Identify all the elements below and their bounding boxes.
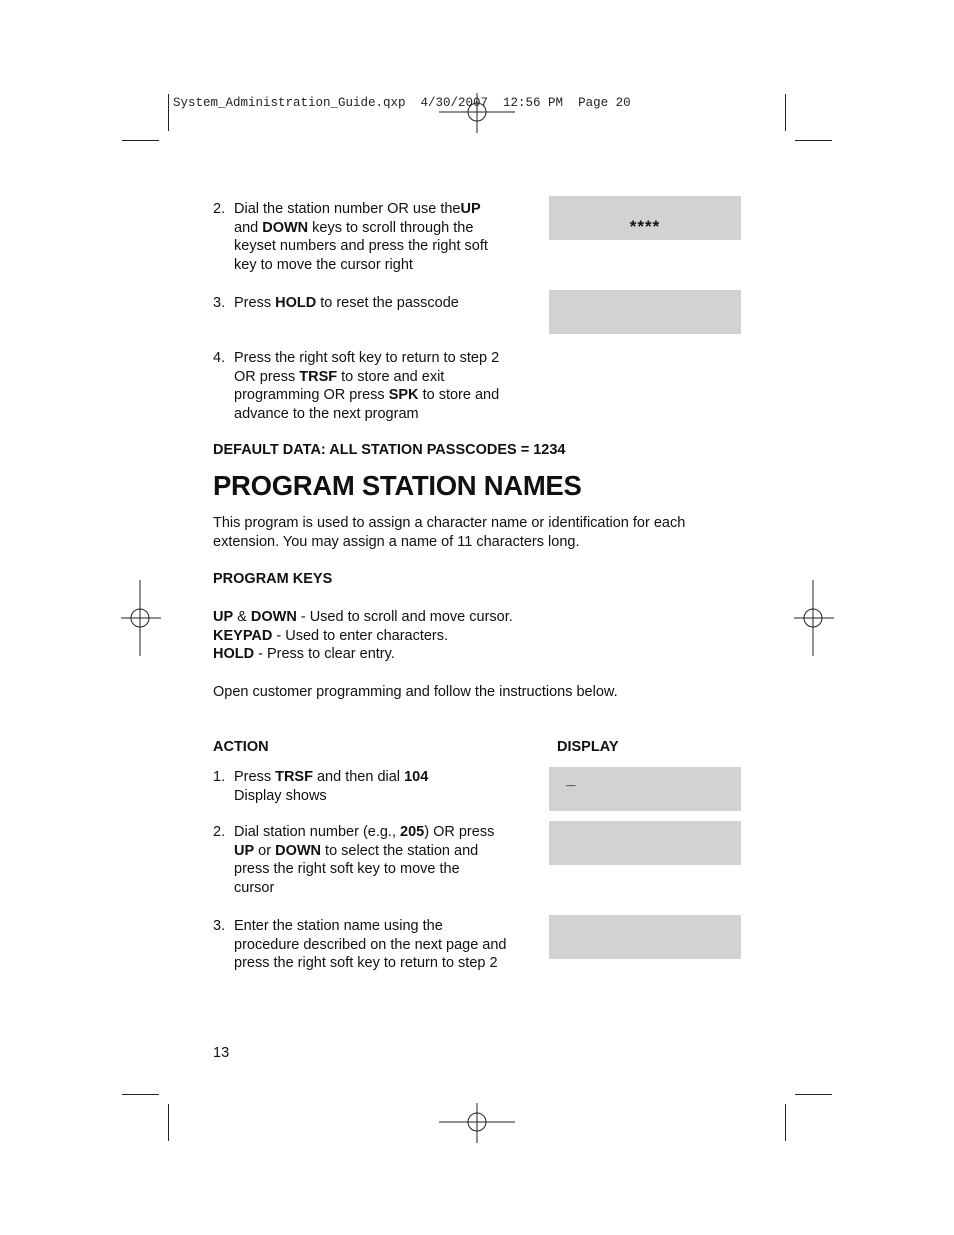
- step-key-text: UP: [234, 842, 255, 859]
- step-key-text: 205: [400, 824, 425, 840]
- step-plain-text: Enter the station name using the procedure described on the next page and press the right soft key to return to step 2: [234, 918, 507, 972]
- print-slug: System_Administration_Guide.qxp 4/30/2007 12:56 PM Page 20: [173, 96, 631, 110]
- step-text: [234, 768, 463, 805]
- key-description: - Used to enter characters.: [272, 627, 449, 644]
- top-step-3: [213, 294, 513, 313]
- key-item: [213, 627, 713, 646]
- step-plain-text: keys to scroll through the keyset numbers and press the right soft key to move the cursor right: [234, 219, 488, 273]
- step-key-text: UP: [460, 201, 481, 217]
- registration-mark-bottom-icon: [439, 1103, 515, 1143]
- step-plain-text: and then dial: [312, 769, 405, 785]
- step-plain-text: ) OR press: [424, 824, 495, 840]
- step-number: 4.: [213, 350, 226, 366]
- step-text: [234, 823, 503, 897]
- bottom-step-1: [213, 768, 463, 805]
- program-keys-heading: PROGRAM KEYS: [213, 571, 333, 587]
- key-name: HOLD: [213, 646, 255, 663]
- display-heading: DISPLAY: [557, 739, 619, 755]
- step-number: 2.: [213, 824, 226, 840]
- registration-mark-right-icon: [794, 580, 834, 656]
- step-text: [234, 200, 503, 274]
- registration-mark-left-icon: [121, 580, 161, 656]
- bottom-step-3: [213, 917, 508, 973]
- step-plain-text: Press the right soft key to return to step 2 OR press: [234, 350, 500, 385]
- top-step-4: [213, 349, 503, 423]
- step-plain-text: to select the station and press the right soft key to move the cursor: [234, 842, 479, 896]
- lcd-display: [549, 915, 741, 959]
- key-name: DOWN: [250, 609, 297, 625]
- step-plain-text: or: [254, 842, 276, 859]
- step-number: 3.: [213, 295, 226, 311]
- key-description: - Press to clear entry.: [254, 646, 395, 663]
- step-plain-text: Dial station number (e.g.,: [234, 824, 401, 840]
- step-number: 2.: [213, 201, 226, 217]
- intro-paragraph: This program is used to assign a character name or identification for each extension. You may assign a name of 11 characters long.: [213, 515, 686, 550]
- key-list: [213, 608, 713, 664]
- key-join: &: [233, 609, 251, 625]
- step-plain-text: Display shows: [234, 787, 327, 804]
- step-plain-text: Press: [234, 769, 276, 785]
- step-key-text: TRSF: [299, 368, 338, 385]
- key-description: - Used to scroll and move cursor.: [296, 609, 513, 625]
- step-plain-text: to store and exit programming OR press: [234, 368, 445, 404]
- step-key-text: SPK: [388, 387, 419, 404]
- step-key-text: DOWN: [275, 842, 322, 859]
- key-item: [213, 645, 713, 664]
- step-number: 3.: [213, 918, 226, 934]
- lcd-display: [549, 767, 741, 811]
- key-name: UP: [213, 609, 234, 625]
- step-key-text: DOWN: [262, 219, 309, 236]
- step-number: 1.: [213, 769, 226, 785]
- page-number: 13: [213, 1045, 230, 1061]
- step-text: [234, 294, 513, 313]
- lcd-display: [549, 196, 741, 240]
- lcd-display: [549, 821, 741, 865]
- step-plain-text: Dial the station number OR use the: [234, 201, 461, 217]
- lcd-cursor-text: _: [566, 769, 577, 788]
- step-text: [234, 917, 508, 973]
- step-key-text: HOLD: [275, 295, 317, 311]
- step-plain-text: to store and advance to the next program: [234, 387, 500, 422]
- action-heading: ACTION: [213, 739, 269, 755]
- section-title: PROGRAM STATION NAMES: [213, 470, 582, 501]
- step-text: [234, 349, 503, 423]
- registration-mark-top-icon: [439, 93, 515, 133]
- step-plain-text: Press: [234, 295, 276, 311]
- lcd-text: ****: [629, 217, 661, 236]
- key-name: KEYPAD: [213, 627, 273, 644]
- top-step-2: [213, 200, 503, 274]
- default-data: DEFAULT DATA: ALL STATION PASSCODES = 1234: [213, 442, 566, 458]
- step-plain-text: to reset the passcode: [316, 295, 459, 311]
- step-key-text: 104: [404, 769, 429, 785]
- step-plain-text: and: [234, 219, 263, 236]
- bottom-step-2: [213, 823, 503, 897]
- open-instructions: Open customer programming and follow the instructions below.: [213, 684, 618, 700]
- key-item: [213, 608, 713, 627]
- step-key-text: TRSF: [275, 769, 313, 785]
- lcd-display: [549, 290, 741, 334]
